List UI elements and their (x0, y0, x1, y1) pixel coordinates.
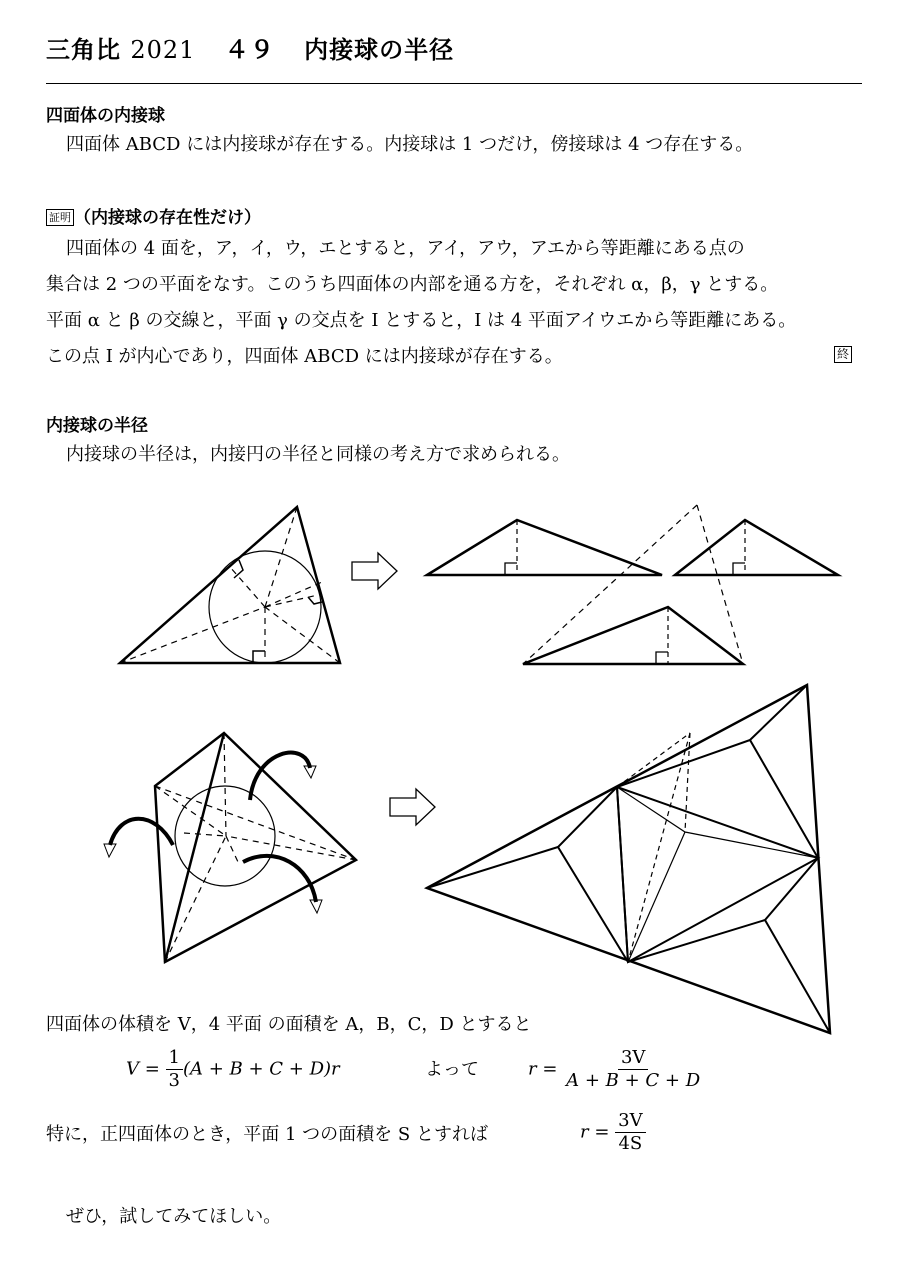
fraction-num: 1 (166, 1047, 183, 1070)
title-prefix: 三角比 (46, 35, 121, 64)
curved-arrow-icon (110, 819, 173, 845)
incircle-triangle-figure (120, 507, 340, 663)
proof-line-3: 平面 α と β の交線と，平面 γ の交点を I とすると，I は 4 平面アイウエから等距離にある。 (46, 310, 797, 331)
arrow-right-icon (352, 553, 397, 589)
bisector-c (265, 607, 340, 663)
proof-heading-text: （内接球の存在性だけ） (74, 208, 261, 228)
fraction-regular (615, 1110, 645, 1155)
closing-line: ぜひ，試してみてほしい。 (66, 1206, 282, 1227)
proof-line-2: 集合は 2 つの平面をなす。このうち四面体の内部を通る方を，それぞれ α，β，γ とする。 (46, 274, 779, 295)
section-heading-radius: 内接球の半径 (46, 416, 148, 436)
volume-line: 四面体の体積を V，4 平面 の面積を A，B，C，D とすると (46, 1014, 532, 1035)
proof-line-4: この点 I が内心であり，四面体 ABCD には内接球が存在する。 (46, 346, 563, 367)
title-name: 内接球の半径 (304, 35, 455, 64)
radius-left (230, 567, 265, 607)
proof-line-1: 四面体の 4 面を，ア，イ，ウ，エとすると，アイ，アウ，アエから等距離にある点の (66, 238, 745, 259)
radius-right (265, 595, 318, 607)
split-triangle-bottom (523, 607, 743, 664)
fraction-den: 4S (618, 1133, 643, 1154)
fraction-radius (563, 1047, 703, 1092)
formula-radius (528, 1047, 703, 1092)
triangle-outline (120, 507, 340, 663)
formula1-lhs: V = (126, 1058, 160, 1080)
fraction-num: 3V (615, 1110, 645, 1133)
formula1-rest: (A + B + C + D)r (183, 1058, 340, 1080)
fraction-num: 3V (618, 1047, 648, 1070)
formula-regular-radius (580, 1110, 646, 1155)
curved-arrow-icon (250, 753, 310, 800)
formula2-lhs: r = (528, 1058, 558, 1080)
bisector-a (120, 607, 265, 663)
end-mark: 終 (834, 346, 852, 363)
proof-label: 証明 (46, 209, 74, 226)
split-triangles-figure (427, 505, 838, 664)
split-triangle-right (675, 520, 838, 575)
curved-arrow-icon (243, 856, 316, 902)
title-year: 2021 (130, 36, 196, 64)
fraction-one-third (166, 1047, 183, 1092)
section2-text: 内接球の半径は，内接円の半径と同様の考え方で求められる。 (66, 444, 570, 465)
right-angle-bottom (253, 651, 265, 663)
yotte-label: よって (425, 1059, 479, 1080)
formula-volume (126, 1047, 340, 1092)
unfolded-tetrahedron-figure (427, 685, 830, 1033)
tetrahedron-figure (104, 733, 356, 962)
section-heading-incircle-sphere: 四面体の内接球 (46, 106, 165, 126)
title-number: ４９ (224, 35, 275, 64)
fraction-den: A + B + C + D (566, 1070, 701, 1091)
arrow-right-icon (390, 789, 435, 825)
section1-text: 四面体 ABCD には内接球が存在する。内接球は 1 つだけ，傍接球は 4 つ存在する。 (66, 134, 754, 155)
fraction-den: 3 (168, 1070, 180, 1091)
special-line: 特に，正四面体のとき，平面 1 つの面積を S とすれば (46, 1124, 488, 1145)
split-triangle-left (427, 520, 662, 575)
formula3-lhs: r = (580, 1121, 610, 1143)
